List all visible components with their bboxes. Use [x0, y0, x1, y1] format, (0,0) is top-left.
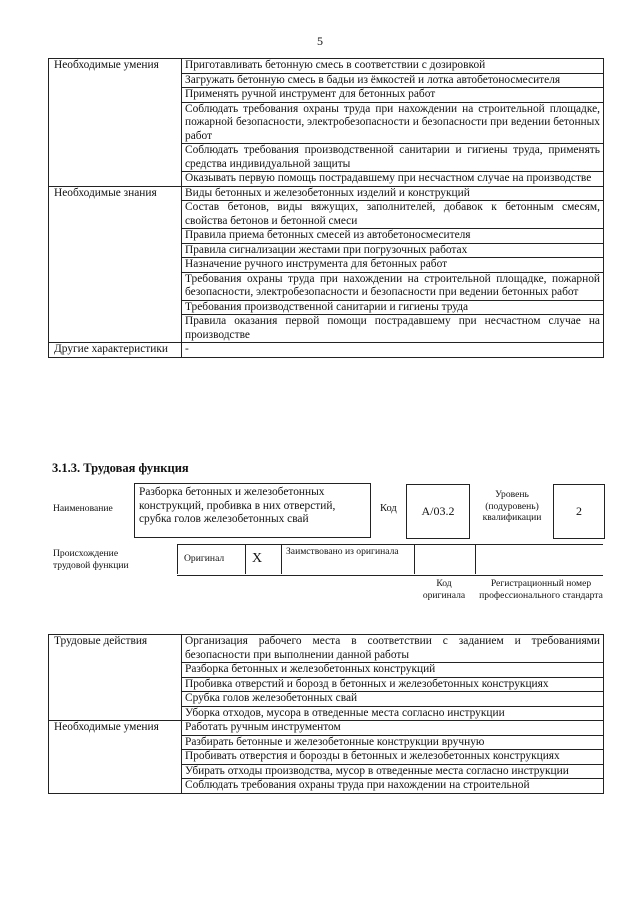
qualification-level-box [553, 484, 605, 539]
requirement-item: Оказывать первую помощь пострадавшему при несчастном случае на производстве [182, 172, 604, 187]
requirement-item: Соблюдать требования производственной санитарии и гигиены труда, применять средства индивидуальной защиты [182, 144, 604, 172]
requirements-table [48, 58, 604, 358]
requirement-item: Разбирать бетонные и железобетонные конструкции вручную [182, 735, 604, 750]
row-group-label: Трудовые действия [49, 635, 182, 721]
requirement-item: Состав бетонов, виды вяжущих, заполнителей, добавок к бетонным смесям, свойства бетонов и бетонной смеси [182, 201, 604, 229]
requirement-item: Соблюдать требования охраны труда при нахождении на строительной площадке, пожарной безопасности, электробезопасности и безопасности при ведении бетонных работ [182, 102, 604, 144]
requirement-item: Правила сигнализации жестами при погрузочных работах [182, 243, 604, 258]
code-label: Код [380, 503, 397, 514]
original-label: Оригинал [184, 553, 225, 564]
code-value: А/03.2 [421, 504, 455, 518]
requirement-item: Работать ручным инструментом [182, 721, 604, 736]
origin-code-cell [414, 544, 476, 574]
requirement-item: Требования производственной санитарии и гигиены труда [182, 300, 604, 315]
code-box [406, 484, 470, 539]
requirement-item: - [182, 343, 604, 358]
borrowed-label: Заимствовано из оригинала [286, 546, 399, 557]
requirement-item: Применять ручной инструмент для бетонных работ [182, 88, 604, 103]
requirement-item: Загружать бетонную смесь в бадьи из ёмкостей и лотка автобетоносмесителя [182, 73, 604, 88]
requirement-item: Пробивать отверстия и борозды в бетонных и железобетонных конструкциях [182, 750, 604, 765]
requirement-item: Приготавливать бетонную смесь в соответствии с дозировкой [182, 59, 604, 74]
requirement-item: Срубка голов железобетонных свай [182, 692, 604, 707]
requirement-item: Уборка отходов, мусора в отведенные места согласно инструкции [182, 706, 604, 721]
requirement-item: Убирать отходы производства, мусор в отведенные места согласно инструкции [182, 764, 604, 779]
requirement-item: Организация рабочего места в соответствии с заданием и требованиями безопасности при выполнении данной работы [182, 635, 604, 663]
section-heading: 3.1.3. Трудовая функция [52, 461, 189, 475]
origin-label: Происхождение трудовой функции [53, 548, 129, 571]
original-mark: X [252, 551, 263, 566]
table-row [49, 635, 604, 663]
origin-code-caption: Код оригинала [422, 578, 466, 601]
table-row [49, 59, 604, 74]
page-number: 5 [317, 34, 323, 48]
row-group-label: Необходимые умения [49, 59, 182, 187]
requirement-item: Соблюдать требования охраны труда при нахождении на строительной [182, 779, 604, 794]
row-group-label: Необходимые знания [49, 186, 182, 343]
qualification-level-value: 2 [576, 504, 582, 518]
function-name-box [134, 483, 371, 538]
table-row [49, 186, 604, 201]
labor-actions-table [48, 634, 604, 794]
row-group-label: Другие характеристики [49, 343, 182, 358]
function-name-value: Разборка бетонных и железобетонных конструкций, пробивка в них отверстий, срубка голов железобетонных свай [139, 486, 336, 525]
row-group-label: Необходимые умения [49, 721, 182, 794]
registration-number-caption: Регистрационный номер профессионального стандарта [479, 578, 603, 601]
table-row [49, 721, 604, 736]
requirement-item: Правила приема бетонных смесей из автобетоносмесителя [182, 229, 604, 244]
requirement-item: Требования охраны труда при нахождении на строительной площадке, пожарной безопасности, электробезопасности и безопасности при ведении бетонных работ [182, 272, 604, 300]
requirement-item: Пробивка отверстий и борозд в бетонных и железобетонных конструкциях [182, 677, 604, 692]
requirement-item: Назначение ручного инструмента для бетонных работ [182, 258, 604, 273]
requirement-item: Правила оказания первой помощи пострадавшему при несчастном случае на производстве [182, 315, 604, 343]
original-mark-cell [245, 544, 282, 574]
name-label: Наименование [53, 503, 113, 514]
qualification-level-label: Уровень (подуровень) квалификации [482, 489, 542, 523]
requirement-item: Разборка бетонных и железобетонных конструкций [182, 663, 604, 678]
table-row [49, 343, 604, 358]
requirement-item: Виды бетонных и железобетонных изделий и конструкций [182, 186, 604, 201]
